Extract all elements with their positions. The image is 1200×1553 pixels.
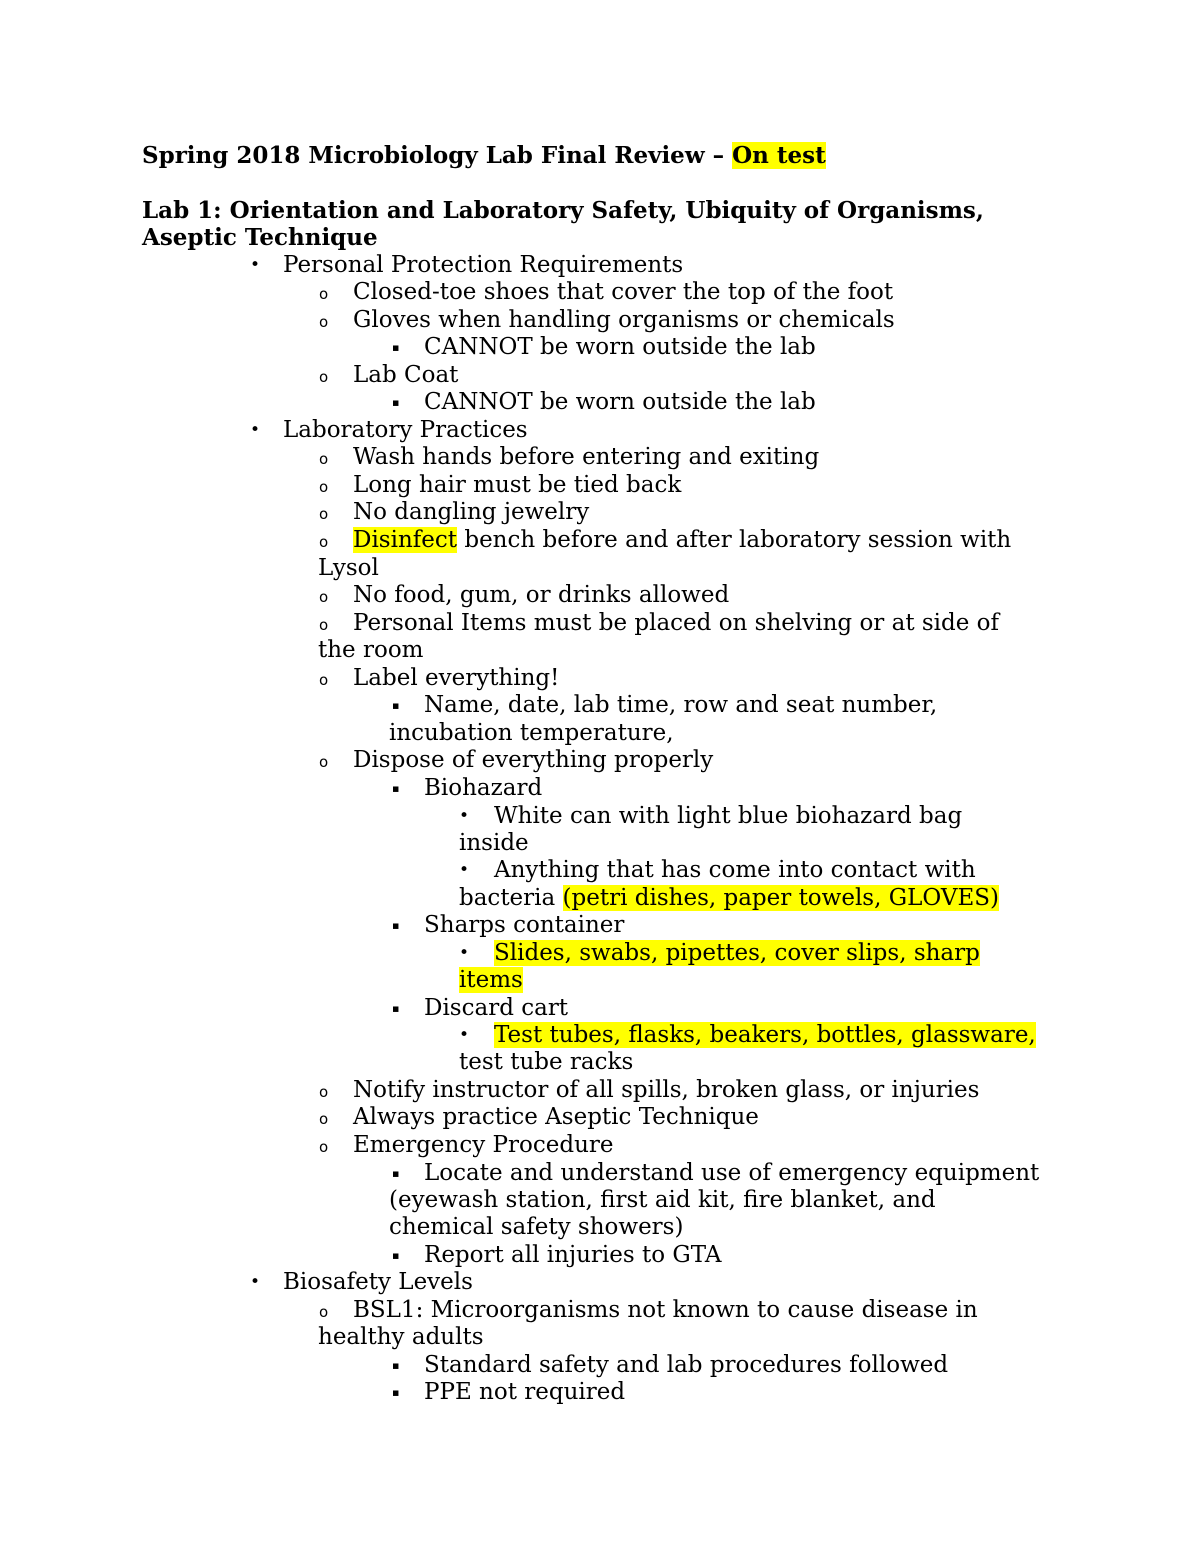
list-item-hair: Long hair must be tied back — [353, 472, 682, 498]
list-item-disinfect-cont: Lysol — [318, 555, 379, 581]
bullet-marker: • — [250, 420, 261, 440]
list-item-tubes — [494, 1022, 1036, 1049]
square-marker: ▪ — [392, 1167, 400, 1180]
square-marker: ▪ — [392, 782, 400, 795]
slides-highlight: Slides, swabs, pipettes, cover slips, sharp — [494, 940, 980, 966]
disinfect-highlight: Disinfect — [353, 527, 458, 553]
section-heading-line-1: Lab 1: Orientation and Laboratory Safety, Ubiquity of Organisms, — [142, 197, 984, 224]
circle-marker: o — [319, 478, 329, 496]
list-item-anything-cont — [459, 885, 999, 912]
square-marker: ▪ — [392, 1002, 400, 1015]
list-item-standard: Standard safety and lab procedures followed — [424, 1352, 949, 1378]
list-item-shoes: Closed-toe shoes that cover the top of the foot — [353, 279, 894, 305]
circle-marker: o — [319, 616, 329, 634]
circle-marker: o — [319, 671, 329, 689]
circle-marker: o — [319, 753, 329, 771]
list-item-ppe: PPE not required — [424, 1379, 626, 1405]
bullet-marker: • — [459, 943, 470, 963]
bullet-marker: • — [459, 1025, 470, 1045]
list-item-label: Label everything! — [353, 665, 560, 691]
list-item-slides — [494, 940, 980, 967]
anything-text: bacteria — [459, 885, 563, 911]
list-item-coat-note: CANNOT be worn outside the lab — [424, 389, 816, 415]
circle-marker: o — [319, 313, 329, 331]
bullet-marker: • — [459, 860, 470, 880]
list-item-notify: Notify instructor of all spills, broken glass, or injuries — [353, 1077, 980, 1103]
circle-marker: o — [319, 285, 329, 303]
list-item-biohazard: Biohazard — [424, 775, 543, 801]
list-item-disinfect — [353, 527, 1011, 554]
square-marker: ▪ — [392, 699, 400, 712]
list-item-coat: Lab Coat — [353, 362, 459, 388]
list-item-locate: Locate and understand use of emergency equipment — [424, 1160, 1040, 1186]
list-item-emergency: Emergency Procedure — [353, 1132, 614, 1158]
list-item-gloves: Gloves when handling organisms or chemicals — [353, 307, 895, 333]
list-item-gloves-note: CANNOT be worn outside the lab — [424, 334, 816, 360]
list-item-bsl1: BSL1: Microorganisms not known to cause disease in — [353, 1297, 978, 1323]
list-item-jewelry: No dangling jewelry — [353, 499, 590, 525]
square-marker: ▪ — [392, 919, 400, 932]
list-item-tubes-cont: test tube racks — [459, 1049, 634, 1075]
circle-marker: o — [319, 588, 329, 606]
circle-marker: o — [319, 1083, 329, 1101]
list-item-white-can-cont: inside — [459, 830, 529, 856]
section-heading-line-2: Aseptic Technique — [142, 224, 378, 251]
list-item-wash: Wash hands before entering and exiting — [353, 444, 820, 470]
list-item-sharps: Sharps container — [424, 912, 625, 938]
list-item-white-can: White can with light blue biohazard bag — [494, 803, 963, 829]
list-item-bsl1-cont: healthy adults — [318, 1324, 484, 1350]
slides-highlight-cont: items — [459, 967, 523, 993]
circle-marker: o — [319, 1138, 329, 1156]
list-item-label-detail: Name, date, lab time, row and seat number, — [424, 692, 938, 718]
list-item-locate-cont-2: chemical safety showers) — [389, 1214, 684, 1240]
title-highlight: On test — [732, 142, 826, 169]
list-item-food: No food, gum, or drinks allowed — [353, 582, 730, 608]
bullet-marker: • — [250, 1272, 261, 1292]
circle-marker: o — [319, 505, 329, 523]
list-item-aseptic: Always practice Aseptic Technique — [353, 1104, 759, 1130]
document-title — [142, 142, 826, 169]
tubes-highlight: Test tubes, flasks, beakers, bottles, glassware, — [494, 1022, 1036, 1048]
list-item-locate-cont-1: (eyewash station, first aid kit, fire blanket, and — [389, 1187, 936, 1213]
title-text: Spring 2018 Microbiology Lab Final Review – — [142, 142, 733, 169]
square-marker: ▪ — [392, 341, 400, 354]
circle-marker: o — [319, 368, 329, 386]
list-item-ppr: Personal Protection Requirements — [283, 252, 684, 278]
circle-marker: o — [319, 1303, 329, 1321]
circle-marker: o — [319, 1110, 329, 1128]
anything-highlight: (petri dishes, paper towels, GLOVES) — [562, 885, 999, 911]
list-item-label-detail-cont: incubation temperature, — [389, 720, 674, 746]
circle-marker: o — [319, 533, 329, 551]
list-item-practices: Laboratory Practices — [283, 417, 528, 443]
bullet-marker: • — [250, 255, 261, 275]
list-item-slides-cont — [459, 967, 523, 994]
list-item-personal-cont: the room — [318, 637, 424, 663]
list-item-discard: Discard cart — [424, 995, 569, 1021]
square-marker: ▪ — [392, 396, 400, 409]
disinfect-text: bench before and after laboratory session with — [457, 527, 1012, 553]
bullet-marker: • — [459, 806, 470, 826]
circle-marker: o — [319, 450, 329, 468]
list-item-biosafety: Biosafety Levels — [283, 1269, 473, 1295]
square-marker: ▪ — [392, 1386, 400, 1399]
list-item-dispose: Dispose of everything properly — [353, 747, 714, 773]
list-item-personal: Personal Items must be placed on shelving or at side of — [353, 610, 1000, 636]
list-item-report: Report all injuries to GTA — [424, 1242, 722, 1268]
square-marker: ▪ — [392, 1359, 400, 1372]
square-marker: ▪ — [392, 1249, 400, 1262]
list-item-anything: Anything that has come into contact with — [494, 857, 976, 883]
